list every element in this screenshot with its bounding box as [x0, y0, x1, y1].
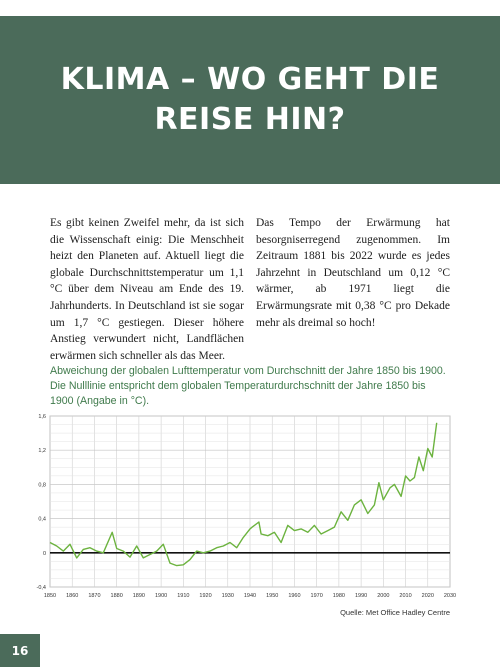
x-tick-label: 1870 [88, 593, 101, 599]
x-tick-label: 2010 [399, 593, 412, 599]
y-tick-label: -0,4 [36, 585, 46, 591]
x-tick-label: 2020 [421, 593, 434, 599]
x-tick-label: 1900 [154, 593, 168, 599]
x-tick-label: 1930 [221, 593, 234, 599]
y-tick-label: 0,4 [38, 516, 46, 523]
figure-caption: Abweichung der globalen Lufttemperatur vom Durchschnitt der Jahre 1850 bis 1900. Die Nulllinie entspricht dem globalen Temperaturdurchschnitt der Jahre 1850 bis 1900 (Angabe in °C). [50, 365, 446, 407]
x-tick-label: 1890 [132, 593, 146, 599]
y-tick-label: 1,2 [38, 448, 46, 455]
x-tick-label: 1950 [266, 593, 279, 599]
x-tick-label: 1860 [66, 593, 79, 599]
x-tick-label: 1960 [288, 593, 301, 599]
x-tick-label: 1980 [332, 593, 346, 599]
x-tick-label: 2030 [443, 593, 457, 599]
y-tick-label: 0 [42, 550, 46, 557]
x-tick-label: 1920 [199, 593, 212, 599]
x-tick-label: 1850 [43, 593, 57, 599]
x-tick-label: 1880 [110, 593, 123, 599]
figure-source: Quelle: Met Office Hadley Centre [340, 608, 450, 617]
page-title: KLIMA – WO GEHT DIE REISE HIN? [60, 62, 440, 137]
article-column-right: Das Tempo der Erwärmung hat besorgniserregend zugenommen. Im Zeitraum 1881 bis 2022 wurde es jedes Jahrzehnt in Deutschland um 0,12 °C wärmer, ab 1971 liegt die Erwärmungsrate mit 0,38 °C pro Dekade mehr als dreimal so hoch! [256, 217, 450, 329]
x-tick-label: 1910 [177, 593, 190, 599]
article-column-left: Es gibt keinen Zweifel mehr, da ist sich die Wissenschaft einig: Die Menschheit heizt den Planeten auf. Aktuell liegt die globale Durchschnittstemperatur um 1,1 °C über dem Niveau am Ende des 19. Jahrhunderts. In Deutschland ist sie sogar um 1,7 °C gestiegen. Dieser höhere Anstieg verwundert nicht, Landflächen erwärmen sich schneller als das Meer. [50, 217, 244, 362]
page-number-box [0, 634, 40, 667]
page-number: 16 [11, 643, 29, 658]
x-tick-label: 1940 [243, 593, 257, 599]
y-tick-label: 0,8 [38, 482, 46, 489]
x-tick-label: 2000 [377, 593, 390, 599]
y-tick-label: 1,6 [38, 414, 46, 420]
x-tick-label: 1970 [310, 593, 323, 599]
x-tick-label: 1990 [354, 593, 368, 599]
